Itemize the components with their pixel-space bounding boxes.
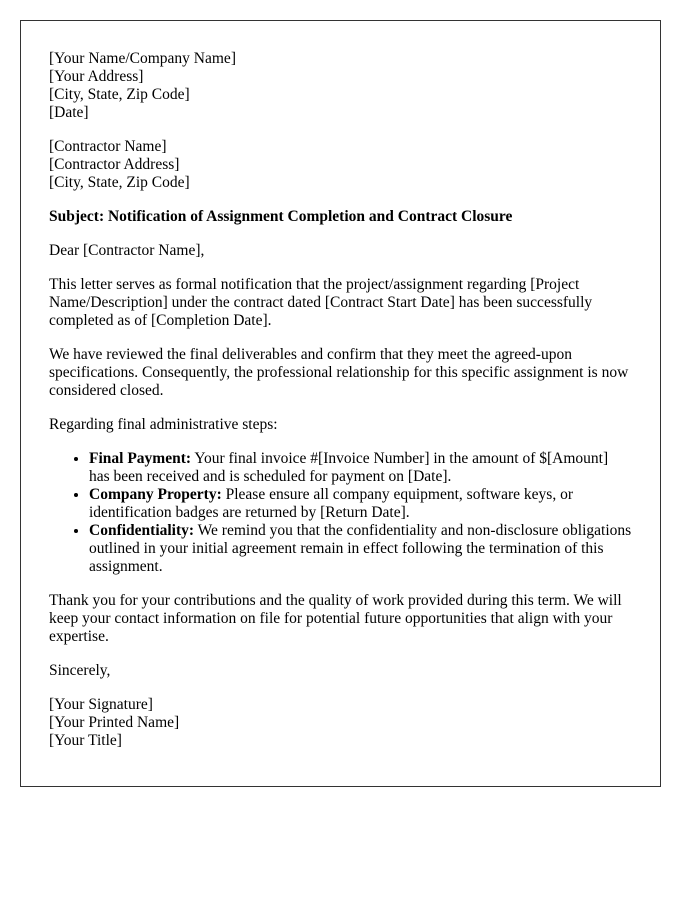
sender-block	[49, 50, 632, 122]
list-item-company-property	[89, 486, 632, 522]
step-text: We remind you that the confidentiality and non-disclosure obligations outlined in your initial agreement remain in effect following the termination of this assignment.	[89, 522, 632, 575]
letter-document	[20, 20, 661, 787]
administrative-steps-list	[49, 450, 632, 576]
subject-line: Subject: Notification of Assignment Completion and Contract Closure	[49, 208, 513, 225]
step-text: Your final invoice #[Invoice Number] in the amount of $[Amount] has been received and is scheduled for payment on [Date].	[89, 450, 609, 485]
body-paragraph-1: This letter serves as formal notification that the project/assignment regarding [Project Name/Description] under the contract dated [Contract Start Date] has been successfully completed as of [Completion Date].	[49, 276, 593, 329]
printed-name: [Your Printed Name]	[49, 714, 180, 731]
step-label: Confidentiality:	[89, 522, 195, 539]
step-label: Final Payment:	[89, 450, 192, 467]
signature-block	[49, 696, 632, 750]
signer-title: [Your Title]	[49, 732, 122, 749]
signature: [Your Signature]	[49, 696, 153, 713]
sender-address: [Your Address]	[49, 68, 144, 85]
letter-date: [Date]	[49, 104, 89, 121]
step-text: Please ensure all company equipment, software keys, or identification badges are returned by [Return Date].	[89, 486, 573, 521]
body-paragraph-2: We have reviewed the final deliverables and confirm that they meet the agreed-upon specifications. Consequently, the professional relationship for this specific assignment is now considered closed.	[49, 346, 629, 399]
recipient-address: [Contractor Address]	[49, 156, 180, 173]
list-item-confidentiality	[89, 522, 632, 576]
step-label: Company Property:	[89, 486, 222, 503]
body-paragraph-3: Regarding final administrative steps:	[49, 416, 278, 433]
closing-paragraph: Thank you for your contributions and the quality of work provided during this term. We will keep your contact information on file for potential future opportunities that align with your expertise.	[49, 592, 622, 645]
closing: Sincerely,	[49, 662, 111, 679]
recipient-city-state-zip: [City, State, Zip Code]	[49, 174, 190, 191]
recipient-block	[49, 138, 632, 192]
sender-city-state-zip: [City, State, Zip Code]	[49, 86, 190, 103]
list-item-final-payment	[89, 450, 632, 486]
salutation: Dear [Contractor Name],	[49, 242, 205, 259]
sender-name: [Your Name/Company Name]	[49, 50, 236, 67]
recipient-name: [Contractor Name]	[49, 138, 167, 155]
